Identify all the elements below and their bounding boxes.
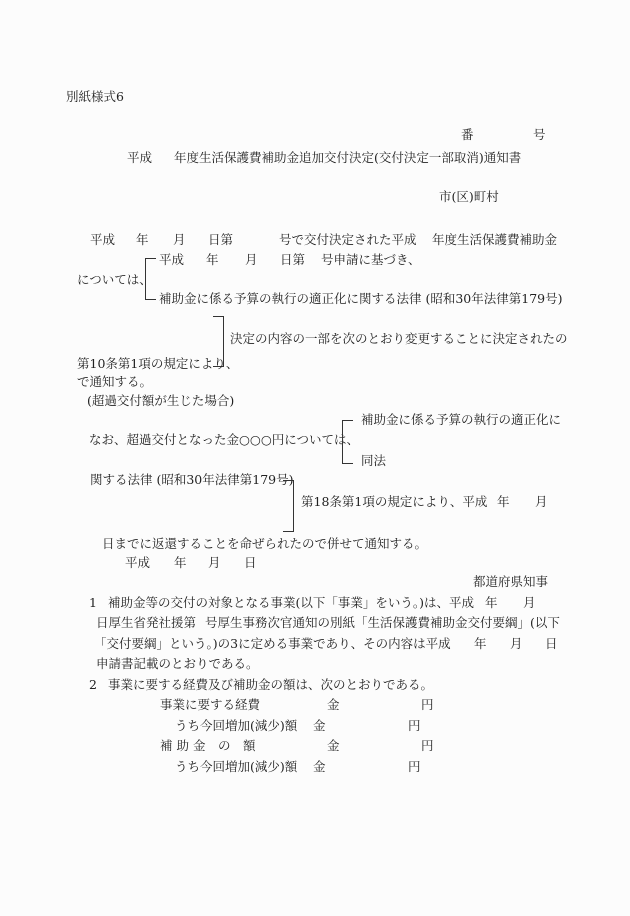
p1-bt-month: 月: [245, 252, 258, 267]
recipient: 市(区)町村: [439, 189, 499, 204]
date-year: 年: [174, 555, 187, 570]
p1-article: 第10条第1項の規定により、: [77, 356, 239, 371]
item1-num: 1: [89, 595, 97, 610]
date-era: 平成: [125, 555, 151, 570]
p1-month: 月: [173, 232, 186, 247]
row-en: 円: [408, 718, 421, 733]
p2-heading: (超過交付額が生じた場合): [87, 393, 235, 408]
item2-text: 事業に要する経費及び補助金の額は、次のとおりである。: [108, 677, 434, 692]
p1-bracket-right-text: 決定の内容の一部を次のとおり変更することに決定されたの: [230, 331, 568, 346]
row-en: 円: [421, 738, 434, 753]
p2-end: 日までに返還することを命ぜられたので併せて通知する。: [102, 536, 428, 551]
p1-bt-day: 日第: [280, 252, 306, 267]
row-label: うち今回増加(減少)額: [175, 759, 298, 774]
p2-br-month: 月: [535, 494, 548, 509]
form-label: 別紙様式6: [66, 89, 124, 104]
item1-line3-month: 月: [510, 636, 523, 651]
row-label: 事業に要する経費: [160, 697, 261, 712]
p1-bt-year: 年: [206, 252, 219, 267]
p1-year: 年: [136, 232, 149, 247]
p1-day: 日第: [208, 232, 234, 247]
signer: 都道府県知事: [473, 574, 549, 589]
left-bracket-1: [145, 258, 156, 300]
p1-era: 平成: [90, 232, 116, 247]
item1-month: 月: [523, 595, 536, 610]
item1-line3: 「交付要綱」という。)の3に定める事業であり、その内容は平成: [94, 636, 451, 651]
item1-line3-day: 日: [545, 636, 558, 651]
item1-line4: 申請書記載のとおりである。: [96, 656, 259, 671]
left-bracket-2: [342, 420, 353, 464]
item1-year: 年: [485, 595, 498, 610]
p2-bracket-label: なお、超過交付となった金○○○円については、: [89, 432, 359, 447]
date-month: 月: [208, 555, 221, 570]
p1-bt-era: 平成: [159, 252, 185, 267]
item1-line1: 補助金等の交付の対象となる事業(以下「事業」をいう。)は、平成: [108, 595, 475, 610]
p2-br-year: 年: [497, 494, 510, 509]
number-go: 号: [533, 127, 546, 142]
title-era: 平成: [127, 150, 153, 165]
p1-bracket-bottom: 補助金に係る予算の執行の適正化に関する法律 (昭和30年法律第179号): [159, 291, 563, 306]
p2-bracket-bottom: 同法: [361, 453, 387, 468]
row-kin: 金: [313, 759, 326, 774]
p1-rest: 号で交付決定された平成: [279, 232, 417, 247]
document-title: 年度生活保護費補助金追加交付決定(交付決定一部取消)通知書: [174, 150, 522, 165]
p2-br-text: 第18条第1項の規定により、平成: [301, 494, 488, 509]
row-kin: 金: [327, 738, 340, 753]
item1-line2b: 号厚生事務次官通知の別紙「生活保護費補助金交付要綱」(以下: [205, 615, 560, 630]
p2-law-line: 関する法律 (昭和30年法律第179号): [90, 472, 294, 487]
row-kin: 金: [313, 718, 326, 733]
row-en: 円: [408, 759, 421, 774]
p1-bt-rest: 号申請に基づき、: [321, 252, 421, 267]
p1-rest2: 年度生活保護費補助金: [432, 232, 558, 247]
p2-bracket-top: 補助金に係る予算の執行の適正化に: [361, 412, 562, 427]
row-en: 円: [421, 697, 434, 712]
row-kin: 金: [327, 697, 340, 712]
date-day: 日: [244, 555, 257, 570]
item2-num: 2: [89, 677, 97, 692]
p1-end: で通知する。: [77, 374, 153, 389]
p1-bracket-label: については、: [77, 272, 152, 287]
item1-line2a: 日厚生省発社援第: [96, 615, 197, 630]
row-label: 補 助 金 の 額: [160, 738, 256, 753]
item1-line3-year: 年: [474, 636, 487, 651]
row-label: うち今回増加(減少)額: [175, 718, 298, 733]
number-ban: 番: [461, 127, 474, 142]
right-bracket-2: [283, 480, 294, 532]
